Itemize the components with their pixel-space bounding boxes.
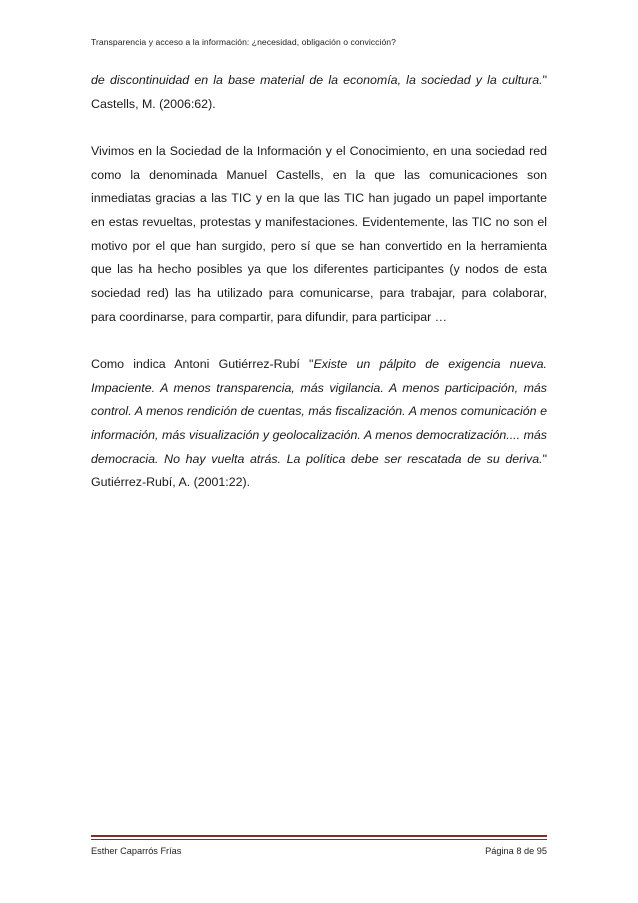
paragraph-castells-quote [91, 69, 547, 116]
footer-divider-thick [91, 835, 547, 837]
paragraph-gutierrez-rubi-quote [91, 353, 547, 495]
footer-author: Esther Caparrós Frías [91, 846, 182, 856]
castells-quote-text: de discontinuidad en la base material de la economía, la sociedad y la cultura. [91, 73, 543, 87]
footer-page-number: Página 8 de 95 [485, 846, 547, 856]
document-body [91, 69, 547, 518]
castells-citation: " Castells, M. (2006:62). [91, 73, 547, 111]
running-header: Transparencia y acceso a la información: ¿necesidad, obligación o convicción? [91, 37, 396, 47]
paragraph-sociedad-informacion: Vivimos en la Sociedad de la Información y el Conocimiento, en una sociedad red como la denominada Manuel Castells, en la que las comunicaciones son inmediatas gracias a las TIC y en la que las TIC han jugado un papel importante en estas revueltas, protestas y manifestaciones. Evidentemente, las TIC no son el motivo por el que han surgido, pero sí que se han convertido en la herramienta que las ha hecho posibles ya que los diferentes participantes (y nodos de esta sociedad red) las ha utilizado para comunicarse, para trabajar, para colaborar, para coordinarse, para compartir, para difundir, para participar … [91, 143, 547, 324]
gutierrez-citation: " Gutiérrez-Rubí, A. (2001:22). [91, 451, 547, 490]
gutierrez-quote-text: Existe un pálpito de exigencia nueva. Impaciente. A menos transparencia, más vigilancia. A menos participación, más control. A menos rendición de cuentas, más fiscalización. A menos comunicación e información, más visualización y geolocalización. A menos democratización.... más democracia. No hay vuelta atrás. La política debe ser rescatada de su deriva. [91, 356, 548, 466]
gutierrez-intro: Como indica Antoni Gutiérrez-Rubí " [91, 356, 314, 371]
footer-divider-thin [91, 839, 547, 840]
